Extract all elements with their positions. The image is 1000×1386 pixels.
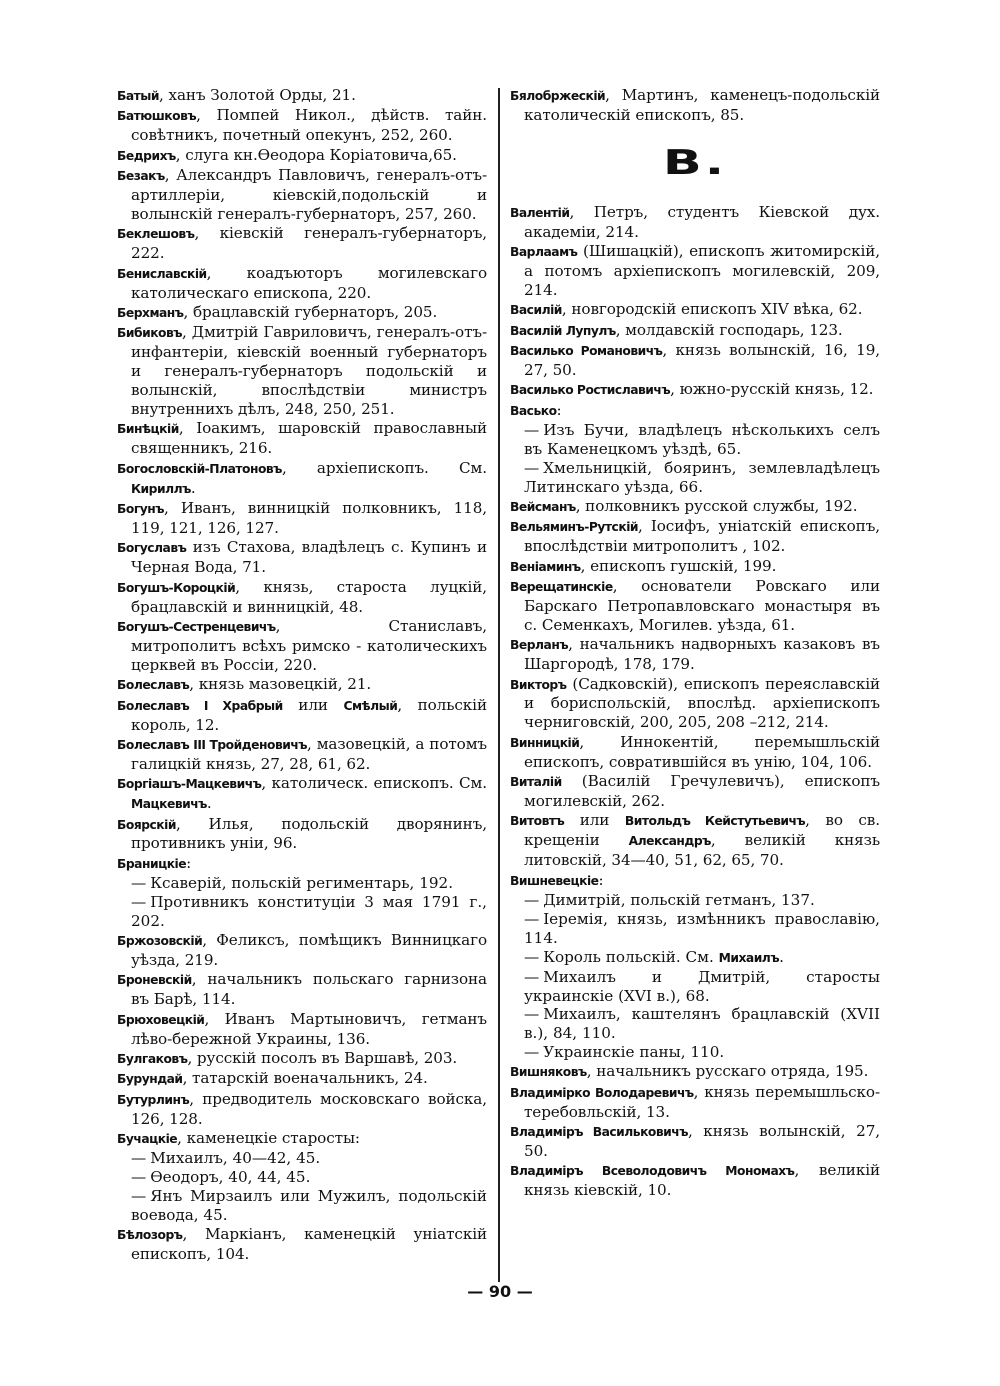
index-entry [510, 380, 880, 400]
index-entry [117, 578, 487, 617]
index-entry [117, 1129, 487, 1149]
entry-headword: Батый [117, 89, 160, 103]
entry-text: или [564, 811, 625, 830]
subentry-text: Противникъ конституціи 3 мая 1791 г., 202. [131, 893, 487, 931]
right-column [510, 86, 880, 1201]
subentry-text: Украинскіе паны, 110. [543, 1043, 725, 1062]
entry-headword: Болеславъ III Тройденовичъ [117, 737, 308, 752]
entry-text: , Иннокентій, перемышльскій епископъ, совратившійся въ унію, 104, 106. [524, 732, 880, 771]
entry-headword: Бениславскій [117, 266, 207, 281]
entry-headword: Боярскій [117, 817, 176, 832]
entry-text: , Маркіанъ, каменецкій уніатскій епископъ, 104. [131, 1225, 487, 1263]
index-entry [117, 774, 487, 814]
entry-text: , Мартинъ, каменецъ-подольскій католическій епископъ, 85. [524, 86, 880, 124]
entry-headword: Бучацкіе [117, 1132, 178, 1147]
entry-text: , Феликсъ, помѣщикъ Винницкаго уѣзда, 219. [131, 930, 487, 969]
index-entry [510, 321, 880, 341]
entry-headword: Вельяминъ-Рутскій [510, 520, 639, 535]
entry-text: , Иванъ Мартыновичъ, гетманъ лѣво-бережной Украины, 136. [131, 1009, 487, 1048]
entry-text: : [186, 853, 192, 872]
entry-headword: Василій Лупулъ [510, 323, 616, 338]
index-subentry [510, 891, 880, 910]
page-number: — 90 — [467, 1282, 533, 1301]
entry-text: , польскій король, 12. [131, 695, 487, 734]
index-entry [117, 1069, 487, 1089]
index-entry [510, 635, 880, 674]
index-entry [510, 811, 880, 870]
dash-mark: — [131, 874, 147, 893]
entry-headword: Богословскій-Платоновъ [117, 461, 282, 476]
entry-text: . [206, 794, 212, 813]
subentry-text: Ксаверій, польскій региментарь, 192. [150, 874, 454, 893]
dash-mark: — [524, 421, 540, 440]
dash-mark: — [524, 459, 540, 478]
entry-headword: Вишняковъ [510, 1065, 587, 1080]
subentry-text: Димитрій, польскій гетманъ, 137. [543, 891, 815, 910]
dash-mark: — [524, 947, 540, 966]
index-entry [510, 675, 880, 733]
right-column-entries [510, 203, 880, 1200]
index-entry [117, 538, 487, 577]
entry-headword: Богушъ-Короцкій [117, 580, 236, 595]
index-entry [510, 1161, 880, 1200]
entry-text: , архіепископъ. См. [281, 458, 487, 477]
entry-text: , Дмитрій Гавриловичъ, генералъ-отъ-инфантеріи, кіевскій военный губернаторъ и генералъ-губернаторъ подольскій и волынскій, впослѣдствіи министръ внутреннихъ дѣлъ, 248, 250, 251. [131, 323, 487, 418]
index-entry [117, 459, 487, 499]
entry-text: , князь, староста луцкій, брацлавскій и винницкій, 48. [131, 577, 487, 616]
entry-text: или [282, 695, 344, 714]
entry-headword: Валентій [510, 205, 570, 220]
index-entry [510, 557, 880, 577]
entry-headword: Варлаамъ [510, 245, 578, 260]
entry-headword: Булгаковъ [117, 1051, 188, 1066]
entry-headword: Бедрихъ [117, 148, 176, 163]
entry-text: , Александръ Павловичъ, генералъ-отъ-артиллеріи, кіевскій,подольскій и волынскій генералъ-губернаторъ, 257, 260. [131, 166, 487, 223]
entry-headword: Веніаминъ [510, 559, 581, 574]
index-entry [117, 419, 487, 458]
entry-headword: Владиміръ Всеволодовичъ Мономахъ [510, 1164, 795, 1179]
index-entry [117, 675, 487, 695]
index-entry [117, 1225, 487, 1264]
entry-text: , Іосифъ, уніатскій епископъ, впослѣдствіи митрополитъ , 102. [524, 517, 880, 556]
index-subentry [117, 1187, 487, 1225]
index-entry [117, 1090, 487, 1129]
entry-cross-reference: Мацкевичъ [131, 797, 207, 812]
entry-text: , ханъ Золотой Орды, 21. [159, 86, 356, 104]
entry-text: , молдавскій господарь, 123. [615, 320, 843, 339]
index-entry [510, 341, 880, 380]
index-entry [510, 772, 880, 811]
entry-text: : [556, 400, 562, 419]
right-column-top [510, 86, 880, 125]
index-entry [117, 106, 487, 145]
entry-headword: Васько [510, 403, 557, 418]
dash-mark: — [131, 1168, 147, 1187]
entry-text: (Шишацкій), епископъ житомирскій, а потомъ архіепископъ могилевскій, 209, 214. [524, 242, 880, 299]
index-subentry [510, 1043, 880, 1062]
subentry-text: Іеремія, князь, измѣнникъ православію, 114. [524, 909, 880, 947]
entry-headword: Вейсманъ [510, 499, 576, 514]
index-entry [510, 1122, 880, 1161]
index-subentry [510, 459, 880, 497]
subentry-text: Михаилъ, каштелянъ брацлавскій (XVII в.), 84, 110. [524, 1005, 880, 1043]
index-entry [117, 1010, 487, 1049]
index-entry [117, 264, 487, 303]
entry-text: , католическ. епископъ. См. [261, 774, 487, 793]
column-divider [498, 88, 500, 1282]
index-entry [117, 499, 487, 538]
index-entry [510, 300, 880, 320]
entry-text: , предводитель московскаго войска, 126, 128. [131, 1089, 487, 1128]
entry-headword: Бѣлозоръ [117, 1228, 183, 1243]
index-entry [510, 517, 880, 556]
entry-text: (Василій Гречулевичъ), епископъ могилевскій, 262. [524, 772, 880, 810]
entry-text: , Станиславъ, митрополитъ всѣхъ римско - католическихъ церквей въ Россіи, 220. [131, 616, 487, 674]
subentry-text: Михаилъ и Дмитрій, старосты украинскіе (XVI в.), 68. [524, 967, 880, 1005]
dash-mark: — [524, 909, 540, 928]
index-entry [510, 577, 880, 635]
entry-text: , князь волынскій, 27, 50. [524, 1121, 880, 1160]
index-entry [117, 323, 487, 419]
index-entry [117, 224, 487, 263]
entry-text: , Петръ, студентъ Кіевской дух. академіи, 214. [524, 202, 880, 241]
entry-cross-reference: Смѣлый [343, 698, 398, 713]
section-letter: В. [662, 142, 728, 183]
subentry-text: Янъ Мирзаилъ или Мужилъ, подольскій воевода, 45. [131, 1187, 487, 1225]
entry-headword: Богунъ [117, 502, 164, 517]
entry-headword: Василько Ростиславичъ [510, 383, 671, 398]
entry-text: , Илья, подольскій дворянинъ, противникъ уніи, 96. [131, 814, 487, 853]
entry-headword: Винницкій [510, 735, 580, 750]
entry-text: , коадъюторъ могилевскаго католическаго епископа, 220. [131, 263, 487, 302]
entry-headword: Бутурлинъ [117, 1092, 190, 1107]
entry-headword: Болеславъ [117, 678, 190, 693]
entry-cross-reference: Александръ [628, 834, 711, 849]
index-subentry [510, 421, 880, 459]
index-entry [117, 970, 487, 1009]
dash-mark: — [131, 1149, 147, 1168]
subentry-text-part: Король польскій. См. [543, 947, 719, 966]
entry-headword: Верещатинскіе [510, 580, 613, 595]
entry-text: , Иванъ, винницкій полковникъ, 118, 119, 121, 126, 127. [131, 499, 487, 537]
entry-headword: Вишневецкіе [510, 873, 599, 888]
entry-cross-reference: Витольдъ Кейстутьевичъ [624, 814, 806, 829]
subentry-text: Михаилъ, 40—42, 45. [150, 1149, 321, 1168]
entry-text: , слуга кн.Өеодора Коріатовича,65. [175, 145, 457, 164]
index-entry [510, 86, 880, 125]
dash-mark: — [131, 893, 147, 912]
entry-headword: Броневскій [117, 973, 192, 988]
entry-headword: Браницкіе [117, 856, 187, 871]
entry-text: , начальникъ надворныхъ казаковъ въ Шаргородѣ, 178, 179. [524, 635, 880, 674]
entry-text: , русскій посолъ въ Варшавѣ, 203. [187, 1048, 458, 1067]
subentry-text [543, 948, 784, 966]
entry-headword: Болеславъ I Храбрый [117, 698, 283, 713]
entry-headword: Владимірко Володаревичъ [510, 1085, 694, 1100]
entry-headword: Бибиковъ [117, 326, 183, 341]
dash-mark: — [524, 1043, 540, 1062]
index-entry [117, 815, 487, 854]
entry-headword: Бурундай [117, 1072, 183, 1087]
index-entry [117, 617, 487, 675]
dash-mark: — [524, 967, 540, 986]
subentry-text: Изъ Бучи, владѣлецъ нѣсколькихъ селъ въ Каменецкомъ уѣздѣ, 65. [524, 421, 880, 459]
entry-headword: Берхманъ [117, 305, 184, 320]
index-entry [510, 401, 880, 421]
entry-text: , князь волынскій, 16, 19, 27, 50. [524, 341, 880, 380]
entry-text: , великій князь кіевскій, 10. [524, 1161, 880, 1200]
entry-headword: Витовтъ [510, 814, 565, 829]
entry-cross-reference: Михаилъ [718, 950, 780, 965]
subentry-text-part: . [779, 947, 784, 966]
entry-headword: Беклешовъ [117, 227, 195, 242]
entry-headword: Брюховецкій [117, 1012, 205, 1027]
index-entry [510, 497, 880, 517]
index-subentry [117, 893, 487, 931]
index-entry [510, 1062, 880, 1082]
index-entry [510, 733, 880, 772]
left-column [117, 86, 487, 1264]
entry-text: , основатели Ровскаго или Барскаго Петропавловскаго монастыря въ с. Семенкахъ, Могилев. уѣзда, 61. [524, 577, 880, 634]
entry-text: , новгородскій епископъ XIV вѣка, 62. [561, 300, 863, 319]
subentry-text: Хмельницкій, бояринъ, землевладѣлецъ Литинскаго уѣзда, 66. [524, 459, 880, 496]
index-subentry [510, 910, 880, 948]
entry-text: (Садковскій), епископъ переяславскій и бориспольскій, впослѣд. архіепископъ черниговскій, 200, 205, 208 –212, 214. [524, 674, 880, 732]
index-entry [117, 1049, 487, 1069]
entry-headword: Верланъ [510, 638, 569, 653]
entry-headword: Бялобржескій [510, 89, 606, 103]
index-entry [117, 735, 487, 774]
entry-text: : [598, 870, 604, 889]
entry-text: , князь перемышльско-теребовльскій, 13. [524, 1082, 880, 1121]
subentry-text: Өеодоръ, 40, 44, 45. [150, 1168, 311, 1187]
index-entry [117, 696, 487, 735]
index-subentry [510, 948, 880, 968]
entry-headword: Богушъ-Сестренцевичъ [117, 619, 276, 634]
entry-text: , полковникъ русской службы, 192. [575, 496, 858, 515]
entry-text: изъ Стахова, владѣлецъ с. Купинъ и Черная Вода, 71. [131, 538, 487, 577]
entry-headword: Бинѣцкій [117, 422, 179, 437]
entry-headword: Виталій [510, 775, 562, 790]
index-entry [117, 303, 487, 323]
entry-text: , южно-русскій князь, 12. [670, 380, 874, 399]
entry-text: , татарскій военачальникъ, 24. [182, 1069, 428, 1088]
index-subentry [510, 968, 880, 1006]
index-entry [510, 242, 880, 300]
index-entry [117, 931, 487, 970]
entry-text: , кіевскій генералъ-губернаторъ, 222. [131, 224, 487, 263]
entry-text: . [190, 478, 196, 497]
index-subentry [117, 1168, 487, 1187]
entry-headword: Владиміръ Васильковичъ [510, 1124, 688, 1139]
index-entry [510, 871, 880, 891]
entry-headword: Богуславъ [117, 541, 187, 556]
index-entry [510, 1083, 880, 1122]
entry-headword: Боргіашъ-Мацкевичъ [117, 777, 262, 792]
index-subentry [510, 1005, 880, 1043]
index-entry [117, 854, 487, 874]
entry-text: , начальникъ польскаго гарнизона въ Барѣ, 114. [131, 970, 487, 1009]
entry-text: , князь мазовецкій, 21. [189, 675, 372, 694]
dash-mark: — [524, 891, 540, 910]
entry-text: , Іоакимъ, шаровскій православный священникъ, 216. [131, 419, 487, 458]
entry-text: , Помпей Никол., дѣйств. тайн. совѣтникъ, почетный опекунъ, 252, 260. [131, 106, 487, 145]
entry-text: , брацлавскій губернаторъ, 205. [183, 302, 438, 321]
entry-text: , каменецкіе старосты: [177, 1129, 360, 1148]
entry-headword: Василько Романовичъ [510, 344, 663, 359]
entry-text: , великій князь литовскій, 34—40, 51, 62, 65, 70. [524, 831, 881, 870]
entry-cross-reference: Кириллъ [131, 481, 191, 496]
dash-mark: — [524, 1005, 540, 1024]
index-entry [117, 86, 487, 106]
entry-headword: Бржозовскій [117, 933, 203, 948]
entry-headword: Батюшковъ [117, 109, 197, 124]
entry-text: , мазовецкій, а потомъ галицкій князь, 27, 28, 61, 62. [131, 734, 487, 773]
entry-headword: Викторъ [510, 677, 567, 692]
entry-text: , во св. крещеніи [524, 811, 880, 850]
index-subentry [117, 1149, 487, 1168]
entry-headword: Василій [510, 303, 562, 318]
entry-text: , начальникъ русскаго отряда, 195. [586, 1062, 869, 1081]
index-entry [510, 203, 880, 242]
entry-headword: Безакъ [117, 169, 165, 184]
entry-text: , епископъ гушскій, 199. [580, 556, 777, 575]
index-subentry [117, 874, 487, 893]
dash-mark: — [131, 1187, 147, 1206]
